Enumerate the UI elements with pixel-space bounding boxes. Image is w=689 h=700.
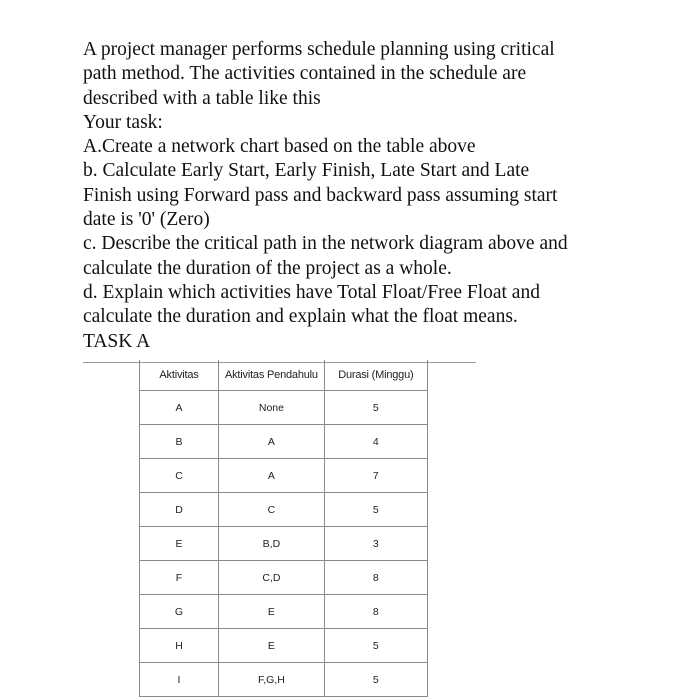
question-line: described with a table like this — [83, 87, 321, 109]
task-b-text: date is '0' (Zero) — [83, 209, 210, 231]
task-a-text: A.Create a network chart based on the table above — [83, 136, 476, 158]
predecessor-cell: E — [219, 629, 325, 663]
predecessor-cell: C,D — [219, 561, 325, 595]
predecessor-cell: A — [219, 425, 325, 459]
activity-table — [139, 360, 428, 697]
task-d-text: d. Explain which activities have Total Float/Free Float and — [83, 281, 540, 303]
table-header-row — [140, 360, 428, 391]
duration-cell: 7 — [324, 459, 427, 493]
predecessor-cell: C — [219, 493, 325, 527]
question-line: A project manager performs schedule planning using critical — [83, 39, 555, 60]
predecessor-cell: E — [219, 595, 325, 629]
task-c-text: calculate the duration of the project as a whole. — [83, 257, 452, 279]
task-d-text: calculate the duration and explain what the float means. — [83, 306, 518, 328]
table-row — [140, 527, 428, 561]
task-b-text: Finish using Forward pass and backward pass assuming start — [83, 184, 558, 206]
activity-cell: A — [140, 391, 219, 425]
table-row — [140, 391, 428, 425]
activity-cell: E — [140, 527, 219, 561]
duration-cell: 8 — [324, 595, 427, 629]
question-text — [83, 38, 643, 354]
activity-cell: C — [140, 459, 219, 493]
duration-cell: 8 — [324, 561, 427, 595]
duration-cell: 4 — [324, 425, 427, 459]
predecessor-cell: F,G,H — [219, 663, 325, 697]
table-row — [140, 629, 428, 663]
duration-cell: 5 — [324, 391, 427, 425]
duration-cell: 5 — [324, 663, 427, 697]
task-b-text: b. Calculate Early Start, Early Finish, Late Start and Late — [83, 160, 530, 182]
activity-cell: G — [140, 595, 219, 629]
table-row — [140, 459, 428, 493]
duration-cell: 3 — [324, 527, 427, 561]
predecessor-cell: B,D — [219, 527, 325, 561]
activity-cell: B — [140, 425, 219, 459]
duration-cell: 5 — [324, 493, 427, 527]
task-c-text: c. Describe the critical path in the network diagram above and — [83, 233, 568, 255]
activity-cell: H — [140, 629, 219, 663]
activity-cell: D — [140, 493, 219, 527]
task-heading: Your task: — [83, 111, 163, 133]
table-row — [140, 663, 428, 697]
table-row — [140, 561, 428, 595]
task-a-label: TASK A — [83, 330, 151, 352]
table-row — [140, 425, 428, 459]
activity-cell: F — [140, 561, 219, 595]
duration-cell: 5 — [324, 629, 427, 663]
predecessor-cell: A — [219, 459, 325, 493]
table-row — [140, 595, 428, 629]
header-durasi: Durasi (Minggu) — [324, 360, 427, 391]
header-aktivitas: Aktivitas — [140, 360, 219, 391]
predecessor-cell: None — [219, 391, 325, 425]
activity-cell: I — [140, 663, 219, 697]
table-row — [140, 493, 428, 527]
header-aktivitas-pendahulu: Aktivitas Pendahulu — [219, 360, 325, 391]
question-line: path method. The activities contained in the schedule are — [83, 63, 527, 85]
